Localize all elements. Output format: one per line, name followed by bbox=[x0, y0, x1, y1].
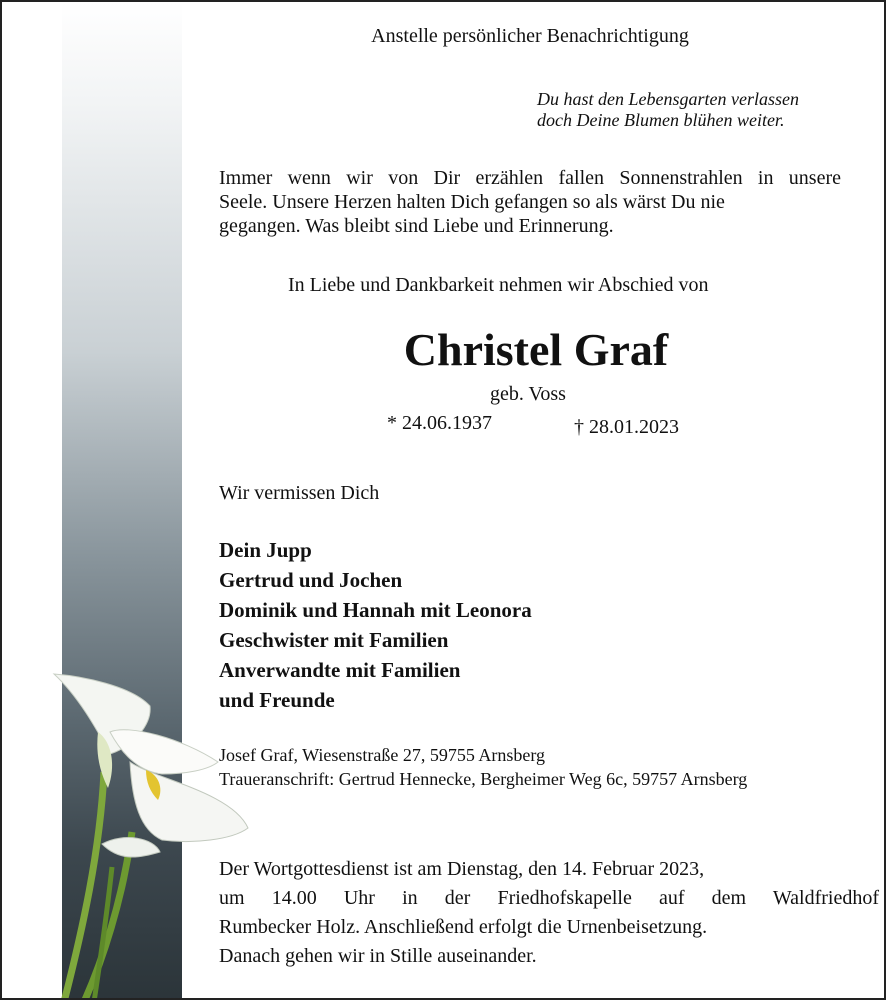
intro-line: Seele. Unsere Herzen halten Dich gefangen so als wärst Du nie bbox=[219, 191, 725, 213]
mourner: Dein Jupp bbox=[219, 538, 312, 562]
address-line: Traueranschrift: Gertrud Hennecke, Bergheimer Weg 6c, 59757 Arnsberg bbox=[219, 769, 748, 789]
farewell-text: In Liebe und Dankbarkeit nehmen wir Abschied von bbox=[288, 274, 709, 296]
mourner: und Freunde bbox=[219, 688, 335, 712]
miss-text: Wir vermissen Dich bbox=[219, 482, 380, 504]
poem-line: doch Deine Blumen blühen weiter. bbox=[537, 110, 785, 130]
mourner: Geschwister mit Familien bbox=[219, 628, 449, 652]
intro-line: gegangen. Was bleibt sind Liebe und Erinnerung. bbox=[219, 215, 614, 237]
mourner: Gertrud und Jochen bbox=[219, 568, 403, 592]
header-text: Anstelle persönlicher Benachrichtigung bbox=[371, 25, 689, 47]
service-line: Der Wortgottesdienst ist am Dienstag, den 14. Februar 2023, bbox=[219, 858, 705, 880]
intro-line: Immer wenn wir von Dir erzählen fallen Sonnenstrahlen in unsere bbox=[219, 167, 841, 189]
birth-name: geb. Voss bbox=[490, 383, 566, 405]
addresses bbox=[219, 743, 747, 791]
mourner: Anverwandte mit Familien bbox=[219, 658, 461, 682]
deceased-name: Christel Graf bbox=[403, 324, 669, 375]
birth-date: * 24.06.1937 bbox=[387, 412, 492, 434]
service-line: Danach gehen wir in Stille auseinander. bbox=[219, 945, 537, 967]
address-line: Josef Graf, Wiesenstraße 27, 59755 Arnsberg bbox=[219, 745, 546, 765]
mourners-list bbox=[219, 535, 532, 715]
service-line: um 14.00 Uhr in der Friedhofskapelle auf dem Waldfriedhof bbox=[219, 887, 879, 909]
service-paragraph bbox=[219, 855, 879, 971]
poem-line: Du hast den Lebensgarten verlassen bbox=[537, 89, 799, 109]
service-line: Rumbecker Holz. Anschließend erfolgt die Urnenbeisetzung. bbox=[219, 916, 708, 938]
intro-paragraph bbox=[219, 166, 841, 238]
death-date: † 28.01.2023 bbox=[574, 416, 679, 438]
mourner: Dominik und Hannah mit Leonora bbox=[219, 598, 532, 622]
